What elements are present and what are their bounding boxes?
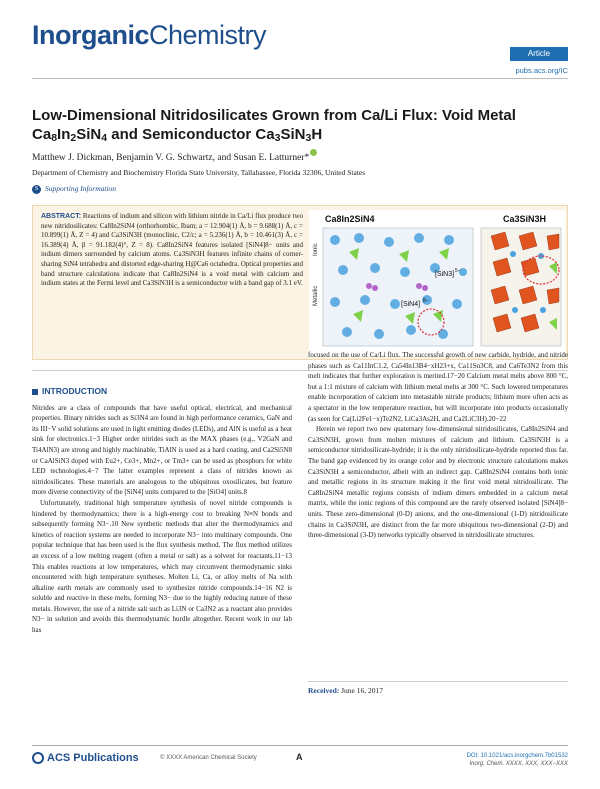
publisher-logo[interactable]: ACS Publications: [32, 752, 139, 764]
author-list: Matthew J. Dickman, Benjamin V. G. Schwartz, and Susan E. Latturner*: [32, 149, 317, 163]
abstract-body: Reactions of indium and silicon with lithium nitride in Ca/Li flux produce two new nitridosilicates: Ca8In2SiN4 (orthorhombic, Ibam; a = 12.904(1) Å, b = 9.688(1) Å, c = 10.899(1) Å, Z = 4) and Ca3SiN3H (monoclinic, C2/c; a = 5.236(1) Å, b = 10.461(3) Å, c = 16.389(4) Å, β = 91.182(4)°, Z = 8). Ca8In2SiN4 features isolated [SiN4]8− units and indium dimers surrounded by calcium atoms. Ca3SiN3H features infinite chains of corner-sharing SiN4 tetrahedra and distorted edge-sharing H@Ca6 octahedra. Optical properties and band structure calculations indicate that Ca8In2SiN4 is a void metal with calcium and indium states at the Fermi level and Ca3SiN3H is a semiconductor with a band gap of 3.1 eV.: [41, 212, 303, 288]
graphic-right-title: Ca3SiN3H: [503, 214, 547, 224]
section-bullet-icon: [32, 389, 38, 395]
left-column: [32, 378, 292, 636]
received-date: Received: June 16, 2017: [308, 686, 383, 695]
affiliation: Department of Chemistry and Biochemistry Florida State University, Tallahassee, Florida 32306, United States: [32, 168, 366, 177]
journal-name-part1: Inorganic: [32, 20, 150, 50]
abstract-text: [41, 212, 303, 289]
article-type-badge: Article: [510, 47, 568, 61]
body-paragraph: focused on the use of Ca/Li flux. The successful growth of new carbide, hydride, and nitride phases such as Ca11InC1.2, Ca54In13B4−xH23+x, Ca11Sn3C8, and Ca6Te3N2 from this melt indicates that further exploration is merited.17−20 Calcium metal melts above 800 °C, but a 1:1 mixture of calcium with lithium metal melts at 300 °C. Such lowered temperatures enable incorporation of calcium into metastable nitride products; lithium more often acts as a spectator in the low temperature reaction, but will incorporate into products occasionally (as seen for Ca(Li2Fe1−x)Te2N2, LiCa3As2H, and Ca2LiC3H).20−22: [308, 351, 568, 423]
journal-name-part2: Chemistry: [149, 20, 267, 50]
toc-graphic: [309, 210, 565, 356]
intro-paragraph: Unfortunately, traditional high temperature synthesis of novel nitride compounds is hindered by thermodynamics; there is a high-energy cost to breaking N≡N bonds and subsequently forming N3−.10 New synthetic methods that alter the thermodynamics and kinetics of reaction systems are needed to incorporate N3− into multinary compounds. One popular technique that has been used is the flux synthesis method. The flux method utilizes an excess of a low melting reagent (often a metal or salt) as a solvent for reactants.11−13 This enables reactions at low temperatures, which may circumvent thermodynamic sinks encountered with high temperature syntheses. Molten Li, Ca, or alloy melts of Na with alkaline earth metals are commonly used to synthesize nitride compounds.14−16 N2 is soluble and reactive in these melts, forming N3− due to the highly reducing nature of these metals. However, the use of a nitride salt such as Li3N or Ca3N2 as a reactant also provides N3− in solution and avoids this thermodynamic hurdle altogether. Recent work in our lab has: [32, 498, 292, 635]
graphic-label-sin3: [SiN3]: [435, 271, 455, 278]
graphic-left-title: Ca8In2SiN4: [325, 214, 375, 224]
copyright: © XXXX American Chemical Society: [160, 755, 257, 761]
doi-block: [467, 752, 568, 768]
supporting-info-icon: S: [32, 185, 41, 194]
page-number: A: [296, 752, 303, 762]
article-title: Low-Dimensional Nitridosilicates Grown from Ca/Li Flux: Void Metal $Ca_8In_2SiN_4$ and Semiconductor $Ca_3SiN_3H$: [32, 107, 516, 144]
journal-logo[interactable]: [32, 20, 266, 51]
introduction-heading: INTRODUCTION: [32, 386, 292, 397]
graphic-label-ionic: Ionic: [313, 243, 319, 256]
journal-header: [0, 0, 600, 90]
abstract-label: ABSTRACT:: [41, 213, 82, 220]
structure-right: [481, 228, 561, 346]
graphic-label-sin3-charge: 5−: [455, 268, 461, 274]
header-divider: [32, 78, 568, 79]
journal-url-link[interactable]: pubs.acs.org/IC: [515, 66, 568, 75]
doi-link[interactable]: DOI: 10.1021/acs.inorgchem.7b01532: [466, 753, 568, 759]
graphic-label-sin4-charge: 8−: [423, 298, 429, 304]
intro-paragraph: Nitrides are a class of compounds that have useful optical, electrical, and mechanical properties. Binary nitrides such as Si3N4 are found in high performance ceramics, GaN and its III−V solid solutions are used in light emitting diodes (LEDs), and AlN is useful as a heat sink for electronics.1−3 Higher order nitrides such as the MAX phases (e.g., V2GaN and Ti4AlN3) are strong and highly machinable, TiAlN is used as a hard coating, and Ca2Si5N8 or CaAlSiN3 doped with Eu2+, Ce3+, Mn2+, or Tm3+ can be used as phosphors for white LED technologies.4−7 The latter examples represent a class of nitrides known as nitridosilicates. These materials are analogous to the ubiquitous oxosilicates, but feature more diverse connectivity of the [SiN4] units compared to the [SiO4] units.8: [32, 403, 292, 497]
received-divider: [308, 681, 568, 682]
footer-divider: [32, 745, 568, 746]
right-column: [308, 350, 568, 541]
citation: Inorg. Chem. XXXX, XXX, XXX−XXX: [469, 761, 568, 767]
supporting-info-link[interactable]: S Supporting Information: [32, 184, 116, 194]
acs-logo-icon: [32, 752, 44, 764]
graphic-label-sin4: [SiN4]: [401, 301, 421, 308]
structure-left: [323, 228, 473, 346]
body-paragraph: Herein we report two new quaternary low-dimensional nitridosilicates, Ca8In2SiN4 and Ca3SiN3H, grown from molten mixtures of calcium and lithium. Ca3SiN3H is a semiconductor nitridosilicate-hydride; it is the only nitridosilicate-hydride reported thus far. The band gap evidenced by its orange color and by electronic structure calculations makes Ca3SiN3H a semiconductor, albeit with an indirect gap. Ca8In2SiN4 contains both ionic and metallic regions in its structure making it the first void metal nitridosilicate. The Ca8In2SiN4 metallic regions consists of indium dimers embedded in a calcium metal matrix, while the ionic regions of this compound are the rarely observed isolated [SiN4]8− units. These zero-dimensional (0-D) anions, and the one-dimensional (1-D) nitridosilicate chains in Ca3SiN3H, are distinct from the far more ubiquitous two-dimensional (2-D) and three-dimensional (3-D) networks typically observed in nitridosilicate structures.: [308, 425, 568, 540]
graphic-label-metallic: Metallic: [313, 285, 319, 306]
abstract-box: [32, 205, 568, 360]
orcid-icon[interactable]: [310, 149, 317, 156]
